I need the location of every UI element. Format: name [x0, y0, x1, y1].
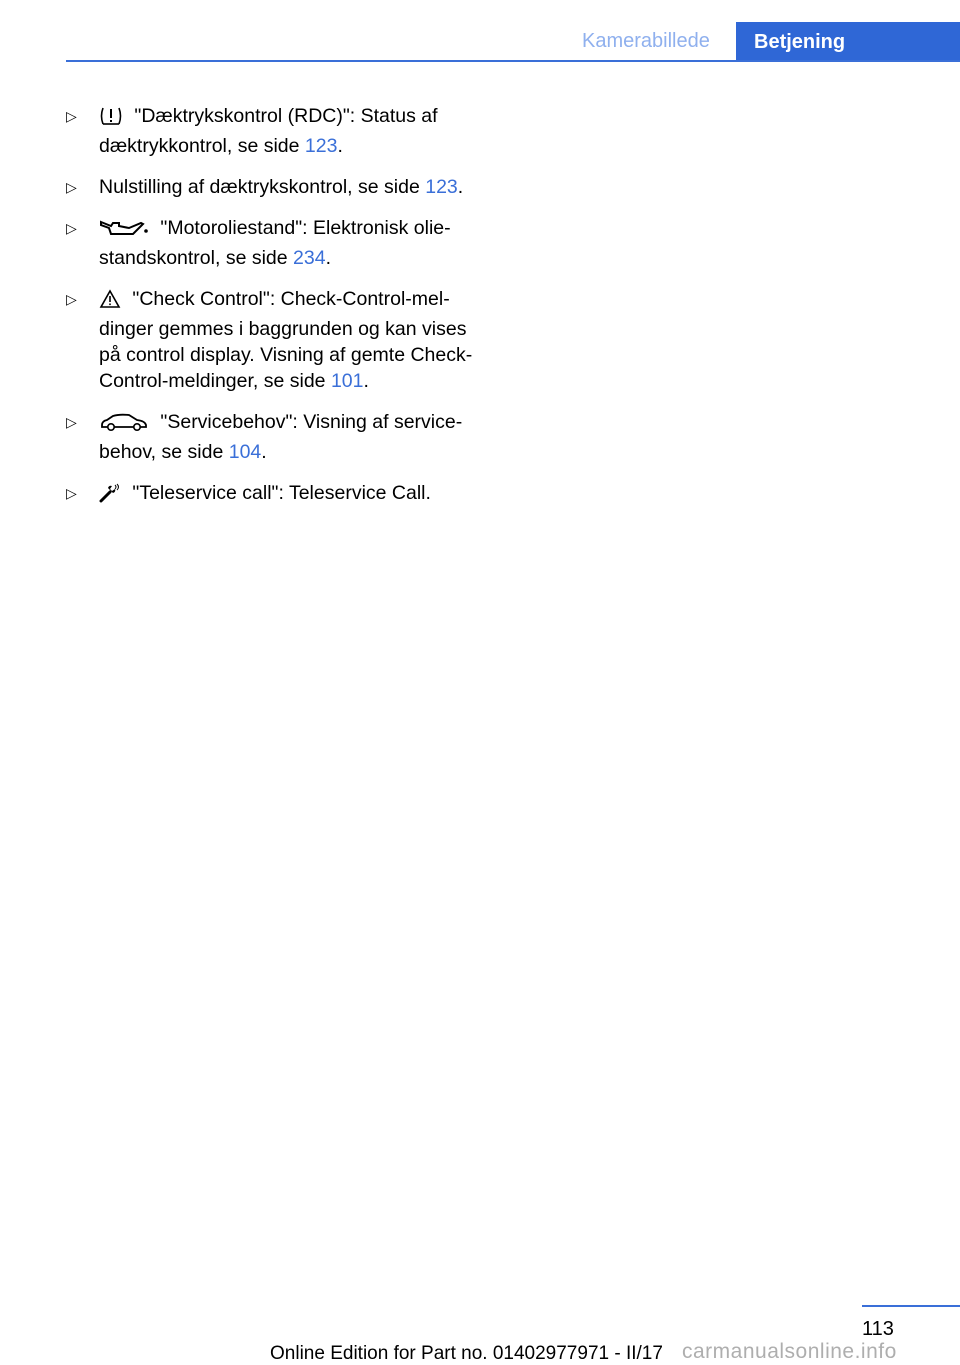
- item-text-end: .: [363, 370, 369, 392]
- item-text: "Dæktrykskontrol (RDC)": Status af dæktrykkontrol, se side: [99, 105, 438, 157]
- tire-pressure-warning-icon: [99, 106, 123, 133]
- watermark: carmanualsonline.info: [682, 1340, 897, 1363]
- page-reference-link[interactable]: 234: [293, 247, 326, 269]
- teleservice-wrench-icon: [99, 483, 121, 510]
- page-reference-link[interactable]: 123: [304, 135, 338, 157]
- car-service-icon: [99, 412, 149, 439]
- item-text: "Servicebehov": Visning af servicebehov, se side: [99, 411, 463, 463]
- item-text-end: .: [337, 135, 343, 157]
- page-reference-link[interactable]: 101: [330, 370, 364, 392]
- oil-can-icon: [99, 218, 149, 245]
- item-text-end: .: [325, 247, 331, 269]
- item-text-end: .: [457, 176, 464, 198]
- header-divider: [66, 60, 960, 62]
- list-item: [66, 286, 486, 394]
- bullet-icon: [66, 174, 77, 200]
- settings-list: [66, 103, 486, 525]
- footer-divider: [862, 1305, 960, 1307]
- page-reference-link[interactable]: 104: [228, 441, 262, 463]
- bullet-icon: [66, 103, 77, 129]
- bullet-icon: [66, 215, 77, 241]
- list-item: [66, 215, 486, 271]
- edition-text: Online Edition for Part no. 01402977971 - II/17: [270, 1343, 663, 1364]
- bullet-icon: [66, 286, 77, 312]
- header-chapter-tab: Betjening: [736, 22, 960, 62]
- header-section-title: Kamerabillede: [582, 30, 710, 52]
- item-text: Nulstilling af dæktrykskontrol, se side: [99, 176, 426, 198]
- warning-triangle-icon: [99, 289, 121, 316]
- item-text: "Motoroliestand": Elektronisk oliestandskontrol, se side: [99, 217, 451, 269]
- page-number: 113: [862, 1318, 894, 1340]
- item-text-end: .: [261, 441, 267, 463]
- item-text: "Check Control": Check-Control-meldinger gemmes i baggrunden og kan vises på control display. Visning af gemte Check-Control-meldinger, se side: [99, 288, 473, 392]
- list-item: [66, 480, 486, 510]
- list-item: [66, 409, 486, 465]
- bullet-icon: [66, 480, 77, 506]
- list-item: [66, 174, 486, 200]
- item-text: "Teleservice call": Teleservice Call.: [127, 482, 431, 504]
- list-item: [66, 103, 486, 159]
- page-reference-link[interactable]: 123: [425, 176, 458, 198]
- bullet-icon: [66, 409, 77, 435]
